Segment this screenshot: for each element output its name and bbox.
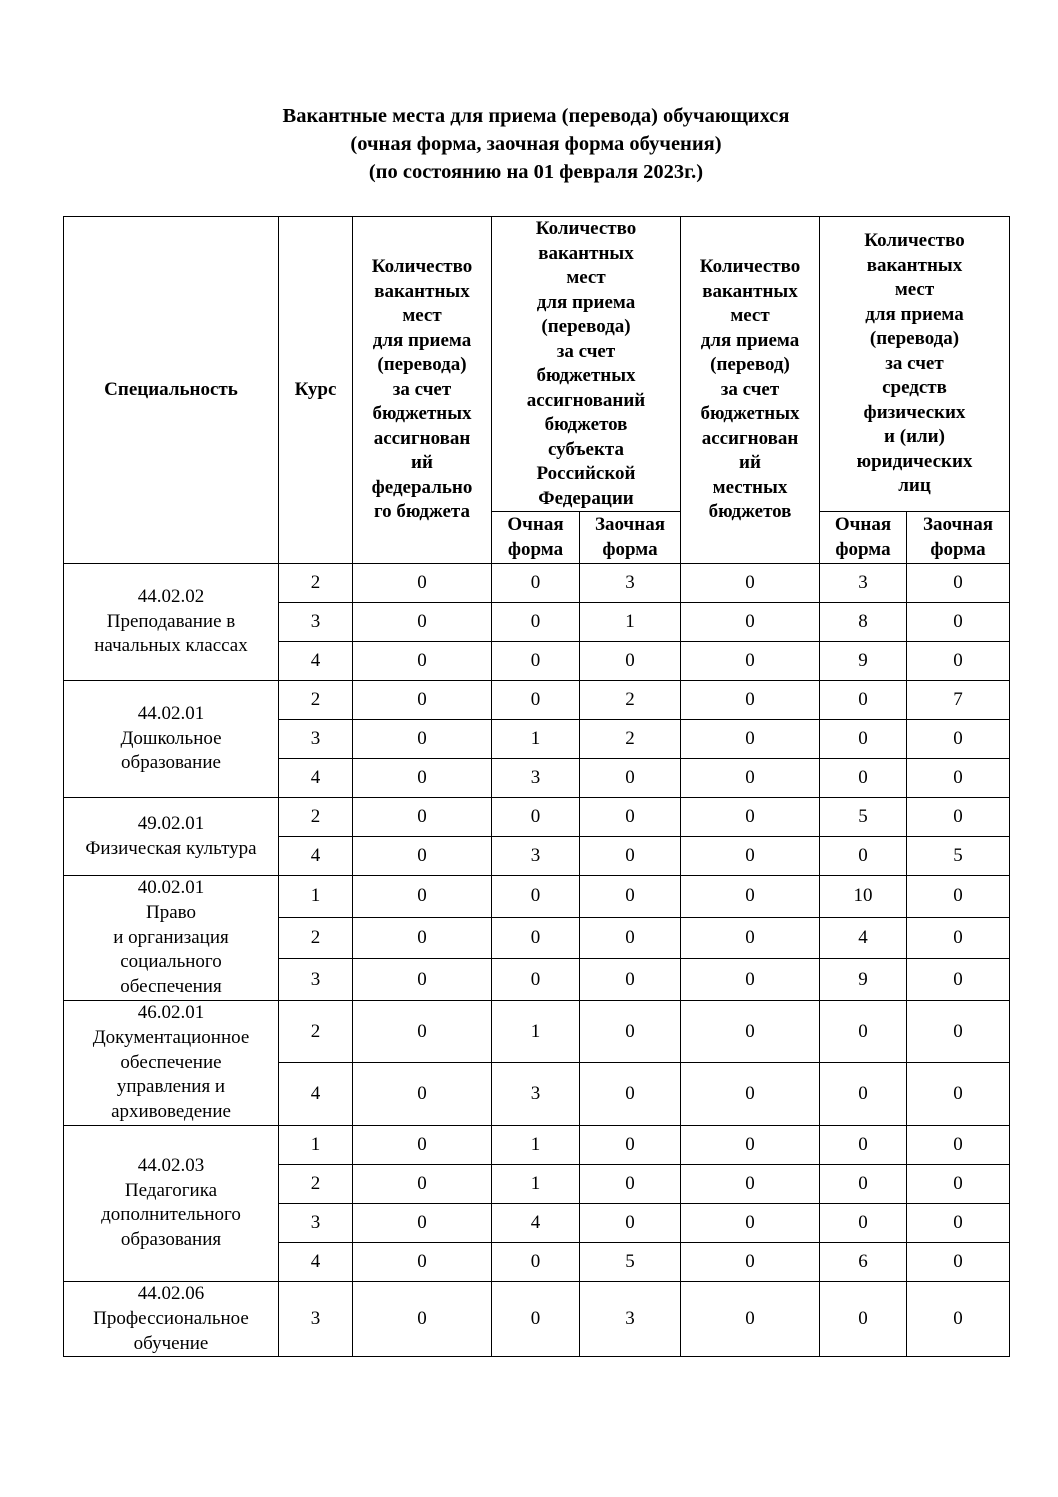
cell-paid-part-time: 0 <box>907 603 1010 642</box>
specialty-cell <box>64 564 279 681</box>
cell-regional-part-time: 1 <box>580 603 681 642</box>
cell-regional-part-time: 2 <box>580 681 681 720</box>
cell-federal: 0 <box>353 681 492 720</box>
specialty-line: обеспечение <box>120 1051 222 1073</box>
cell-regional-part-time: 0 <box>580 642 681 681</box>
cell-course: 3 <box>279 603 353 642</box>
cell-course: 1 <box>279 876 353 918</box>
cell-paid-part-time: 0 <box>907 917 1010 959</box>
cell-regional-full-time: 1 <box>492 1164 580 1203</box>
cell-federal: 0 <box>353 1000 492 1062</box>
cell-paid-part-time: 0 <box>907 798 1010 837</box>
cell-regional-part-time: 3 <box>580 564 681 603</box>
cell-course: 4 <box>279 1242 353 1281</box>
cell-regional-part-time: 0 <box>580 1164 681 1203</box>
cell-course: 3 <box>279 720 353 759</box>
header-course: Курс <box>279 217 353 564</box>
cell-local: 0 <box>681 837 820 876</box>
specialty-cell <box>64 681 279 798</box>
specialty-line: 46.02.01 <box>137 1001 205 1023</box>
cell-paid-part-time: 0 <box>907 720 1010 759</box>
table-row <box>64 876 1010 918</box>
cell-course: 4 <box>279 837 353 876</box>
cell-regional-part-time: 0 <box>580 1000 681 1062</box>
cell-paid-part-time: 0 <box>907 564 1010 603</box>
cell-local: 0 <box>681 1164 820 1203</box>
title-line-1: Вакантные места для приема (перевода) обучающихся <box>282 105 790 127</box>
cell-federal: 0 <box>353 603 492 642</box>
cell-federal: 0 <box>353 1281 492 1356</box>
cell-regional-full-time: 1 <box>492 1125 580 1164</box>
cell-paid-full-time: 6 <box>820 1242 907 1281</box>
cell-federal: 0 <box>353 876 492 918</box>
specialty-line: 49.02.01 <box>137 812 205 834</box>
cell-paid-full-time: 3 <box>820 564 907 603</box>
document-title <box>0 102 1058 186</box>
cell-course: 2 <box>279 1164 353 1203</box>
specialty-line: и организация <box>113 926 229 948</box>
cell-local: 0 <box>681 876 820 918</box>
cell-regional-part-time: 0 <box>580 1125 681 1164</box>
cell-federal: 0 <box>353 1164 492 1203</box>
cell-paid-part-time: 7 <box>907 681 1010 720</box>
cell-federal: 0 <box>353 564 492 603</box>
cell-federal: 0 <box>353 1203 492 1242</box>
header-paid-full-time: Очная форма <box>820 512 907 564</box>
cell-course: 2 <box>279 917 353 959</box>
specialty-line: Дошкольное <box>120 727 222 749</box>
cell-federal: 0 <box>353 959 492 1001</box>
cell-regional-full-time: 1 <box>492 720 580 759</box>
specialty-cell <box>64 1125 279 1281</box>
cell-paid-part-time: 0 <box>907 959 1010 1001</box>
cell-course: 2 <box>279 1000 353 1062</box>
cell-federal: 0 <box>353 837 492 876</box>
cell-local: 0 <box>681 1000 820 1062</box>
cell-regional-full-time: 0 <box>492 564 580 603</box>
header-paid-part-time: Заочная форма <box>907 512 1010 564</box>
cell-regional-full-time: 0 <box>492 798 580 837</box>
cell-regional-full-time: 1 <box>492 1000 580 1062</box>
cell-paid-full-time: 10 <box>820 876 907 918</box>
cell-local: 0 <box>681 798 820 837</box>
header-federal-budget: Количество вакантных мест для приема (перевода) за счет бюджетных ассигнован ий федерально го бюджета <box>353 217 492 564</box>
cell-paid-full-time: 0 <box>820 1000 907 1062</box>
header-regional-part-time: Заочная форма <box>580 512 681 564</box>
cell-local: 0 <box>681 720 820 759</box>
specialty-line: 44.02.03 <box>137 1154 205 1176</box>
cell-course: 2 <box>279 681 353 720</box>
cell-regional-part-time: 0 <box>580 1203 681 1242</box>
cell-paid-full-time: 0 <box>820 1125 907 1164</box>
table-header <box>64 217 1010 564</box>
cell-regional-full-time: 0 <box>492 1242 580 1281</box>
specialty-cell <box>64 798 279 876</box>
specialty-cell <box>64 876 279 1001</box>
cell-federal: 0 <box>353 1063 492 1126</box>
cell-federal: 0 <box>353 642 492 681</box>
cell-federal: 0 <box>353 1242 492 1281</box>
cell-paid-full-time: 0 <box>820 1164 907 1203</box>
cell-course: 4 <box>279 642 353 681</box>
cell-regional-part-time: 0 <box>580 837 681 876</box>
cell-course: 1 <box>279 1125 353 1164</box>
vacancies-table <box>63 216 1010 1357</box>
title-line-3: (по состоянию на 01 февраля 2023г.) <box>368 161 704 183</box>
cell-regional-full-time: 4 <box>492 1203 580 1242</box>
table-row <box>64 1000 1010 1062</box>
table-row <box>64 681 1010 720</box>
cell-regional-part-time: 0 <box>580 917 681 959</box>
specialty-line: Физическая культура <box>85 837 257 859</box>
cell-regional-part-time: 0 <box>580 759 681 798</box>
cell-paid-full-time: 4 <box>820 917 907 959</box>
cell-regional-part-time: 0 <box>580 959 681 1001</box>
cell-regional-part-time: 5 <box>580 1242 681 1281</box>
cell-federal: 0 <box>353 720 492 759</box>
cell-paid-part-time: 5 <box>907 837 1010 876</box>
cell-local: 0 <box>681 1203 820 1242</box>
cell-paid-full-time: 0 <box>820 759 907 798</box>
cell-paid-part-time: 0 <box>907 759 1010 798</box>
cell-regional-full-time: 3 <box>492 837 580 876</box>
cell-paid-part-time: 0 <box>907 1203 1010 1242</box>
specialty-line: обеспечения <box>120 976 222 998</box>
specialty-line: Педагогика <box>124 1179 218 1201</box>
specialty-line: обучение <box>133 1332 209 1354</box>
cell-paid-part-time: 0 <box>907 1063 1010 1126</box>
cell-federal: 0 <box>353 798 492 837</box>
specialty-line: 40.02.01 <box>137 877 205 898</box>
cell-regional-full-time: 0 <box>492 959 580 1001</box>
title-line-2: (очная форма, заочная форма обучения) <box>350 133 722 155</box>
cell-paid-full-time: 0 <box>820 1281 907 1356</box>
table-row <box>64 564 1010 603</box>
specialty-line: образование <box>121 752 221 774</box>
cell-paid-part-time: 0 <box>907 876 1010 918</box>
cell-local: 0 <box>681 1125 820 1164</box>
header-regional-full-time: Очная форма <box>492 512 580 564</box>
cell-paid-full-time: 9 <box>820 642 907 681</box>
table-row <box>64 1125 1010 1164</box>
specialty-line: Право <box>146 901 196 923</box>
specialty-line: 44.02.02 <box>137 585 205 607</box>
cell-federal: 0 <box>353 1125 492 1164</box>
cell-federal: 0 <box>353 759 492 798</box>
cell-local: 0 <box>681 917 820 959</box>
header-regional-budget: Количество вакантных мест для приема (перевода) за счет бюджетных ассигнований бюджетов субъекта Российской Федерации <box>492 217 681 512</box>
header-specialty: Специальность <box>64 217 279 564</box>
cell-regional-part-time: 0 <box>580 876 681 918</box>
specialty-cell <box>64 1000 279 1125</box>
cell-local: 0 <box>681 681 820 720</box>
cell-regional-part-time: 2 <box>580 720 681 759</box>
specialty-line: 44.02.01 <box>137 702 205 724</box>
cell-local: 0 <box>681 959 820 1001</box>
cell-regional-full-time: 3 <box>492 1063 580 1126</box>
cell-regional-full-time: 0 <box>492 917 580 959</box>
cell-paid-full-time: 0 <box>820 681 907 720</box>
cell-course: 4 <box>279 1063 353 1126</box>
cell-regional-full-time: 3 <box>492 759 580 798</box>
specialty-line: Профессиональное <box>93 1307 249 1329</box>
cell-paid-part-time: 0 <box>907 1242 1010 1281</box>
specialty-line: социального <box>120 951 222 973</box>
cell-paid-full-time: 0 <box>820 1063 907 1126</box>
cell-regional-full-time: 0 <box>492 876 580 918</box>
specialty-line: 44.02.06 <box>137 1282 205 1304</box>
cell-regional-part-time: 0 <box>580 1063 681 1126</box>
cell-paid-full-time: 0 <box>820 720 907 759</box>
cell-course: 2 <box>279 564 353 603</box>
specialty-line: образования <box>120 1229 222 1251</box>
cell-regional-full-time: 0 <box>492 681 580 720</box>
cell-local: 0 <box>681 603 820 642</box>
cell-course: 3 <box>279 1203 353 1242</box>
table-row <box>64 1281 1010 1356</box>
cell-regional-part-time: 0 <box>580 798 681 837</box>
specialty-line: архивоведение <box>111 1101 231 1123</box>
cell-local: 0 <box>681 759 820 798</box>
cell-paid-full-time: 0 <box>820 1203 907 1242</box>
table-row <box>64 798 1010 837</box>
cell-paid-part-time: 0 <box>907 1164 1010 1203</box>
cell-paid-part-time: 0 <box>907 1281 1010 1356</box>
specialty-line: Документационное <box>92 1026 250 1048</box>
cell-course: 4 <box>279 759 353 798</box>
cell-paid-full-time: 5 <box>820 798 907 837</box>
cell-federal: 0 <box>353 917 492 959</box>
cell-course: 2 <box>279 798 353 837</box>
cell-course: 3 <box>279 959 353 1001</box>
cell-course: 3 <box>279 1281 353 1356</box>
cell-paid-full-time: 8 <box>820 603 907 642</box>
cell-local: 0 <box>681 642 820 681</box>
header-local-budget: Количество вакантных мест для приема (перевод) за счет бюджетных ассигнован ий местных бюджетов <box>681 217 820 564</box>
cell-local: 0 <box>681 1281 820 1356</box>
specialty-cell <box>64 1281 279 1356</box>
table-body <box>64 564 1010 1357</box>
cell-paid-part-time: 0 <box>907 1125 1010 1164</box>
specialty-line: начальных классах <box>94 635 248 657</box>
cell-regional-part-time: 3 <box>580 1281 681 1356</box>
cell-paid-full-time: 9 <box>820 959 907 1001</box>
specialty-line: управления и <box>116 1076 226 1098</box>
cell-paid-part-time: 0 <box>907 1000 1010 1062</box>
specialty-line: дополнительного <box>101 1204 241 1226</box>
cell-regional-full-time: 0 <box>492 603 580 642</box>
cell-regional-full-time: 0 <box>492 1281 580 1356</box>
specialty-line: Преподавание в <box>106 610 236 632</box>
cell-local: 0 <box>681 1063 820 1126</box>
cell-paid-part-time: 0 <box>907 642 1010 681</box>
header-paid: Количество вакантных мест для приема (перевода) за счет средств физических и (или) юридических лиц <box>820 217 1010 512</box>
cell-local: 0 <box>681 564 820 603</box>
cell-paid-full-time: 0 <box>820 837 907 876</box>
cell-regional-full-time: 0 <box>492 642 580 681</box>
cell-local: 0 <box>681 1242 820 1281</box>
